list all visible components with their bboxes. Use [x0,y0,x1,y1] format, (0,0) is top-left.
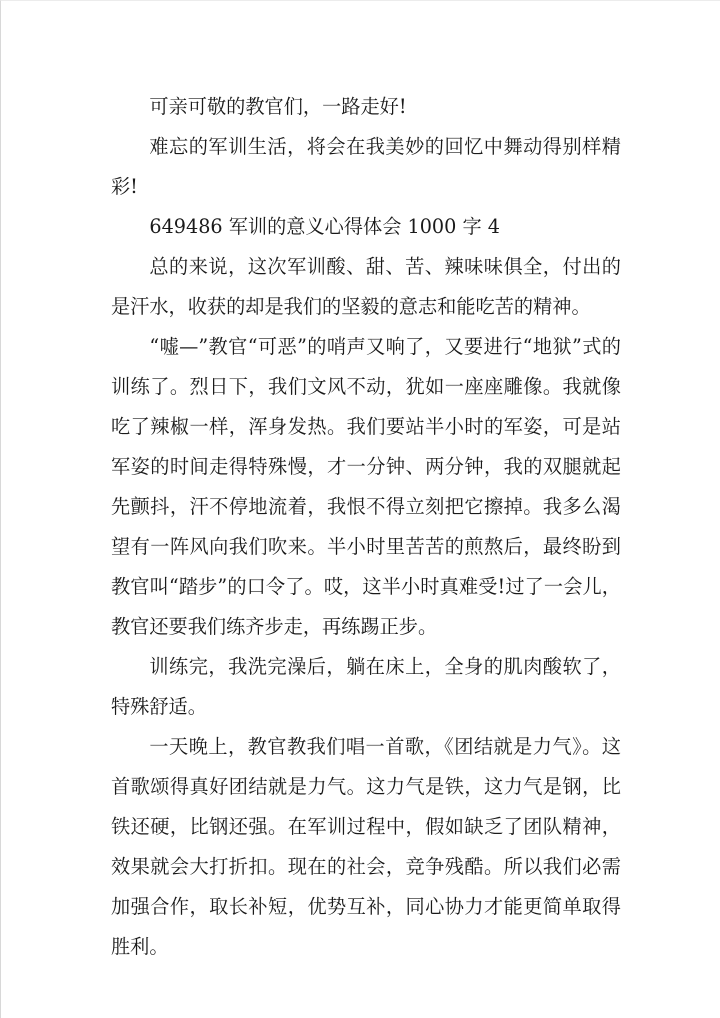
document-body [111,87,621,967]
paragraph-standing-drill: “嘘—”教官“可恶”的哨声又响了，又要进行“地狱”式的训练了。烈日下，我们文风不动，犹如一座座雕像。我就像吃了辣椒一样，浑身发热。我们要站半小时的军姿，可是站军姿的时间走得特殊慢，才一分钟、两分钟，我的双腿就起先颤抖，汗不停地流着，我恨不得立刻把它擦掉。我多么渴望有一阵风向我们吹来。半小时里苦苦的煎熬后，最终盼到教官叫“踏步”的口令了。哎，这半小时真难受!过了一会儿，教官还要我们练齐步走，再练踢正步。 [111,335,621,638]
section-heading: 649486 军训的意义心得体会 1000 字 4 [149,215,500,238]
paragraph-after-training: 训练完，我洗完澡后，躺在床上，全身的肌肉酸软了，特殊舒适。 [111,655,621,718]
paragraph-memory: 难忘的军训生活，将会在我美妙的回忆中舞动得别样精彩! [111,135,621,198]
paragraph-summary: 总的来说，这次军训酸、甜、苦、辣味味俱全，付出的是汗水，收获的却是我们的坚毅的意志和能吃苦的精神。 [111,255,621,318]
paragraph-song: 一天晚上，教官教我们唱一首歌，《团结就是力气》。这首歌颂得真好团结就是力气。这力气是铁，这力气是钢，比铁还硬，比钢还强。在军训过程中，假如缺乏了团队精神，效果就会大打折扣。现在的社会，竞争残酷。所以我们必需加强合作，取长补短，优势互补，同心协力才能更简单取得胜利。 [111,735,621,958]
paragraph-farewell: 可亲可敬的教官们，一路走好! [149,95,407,118]
